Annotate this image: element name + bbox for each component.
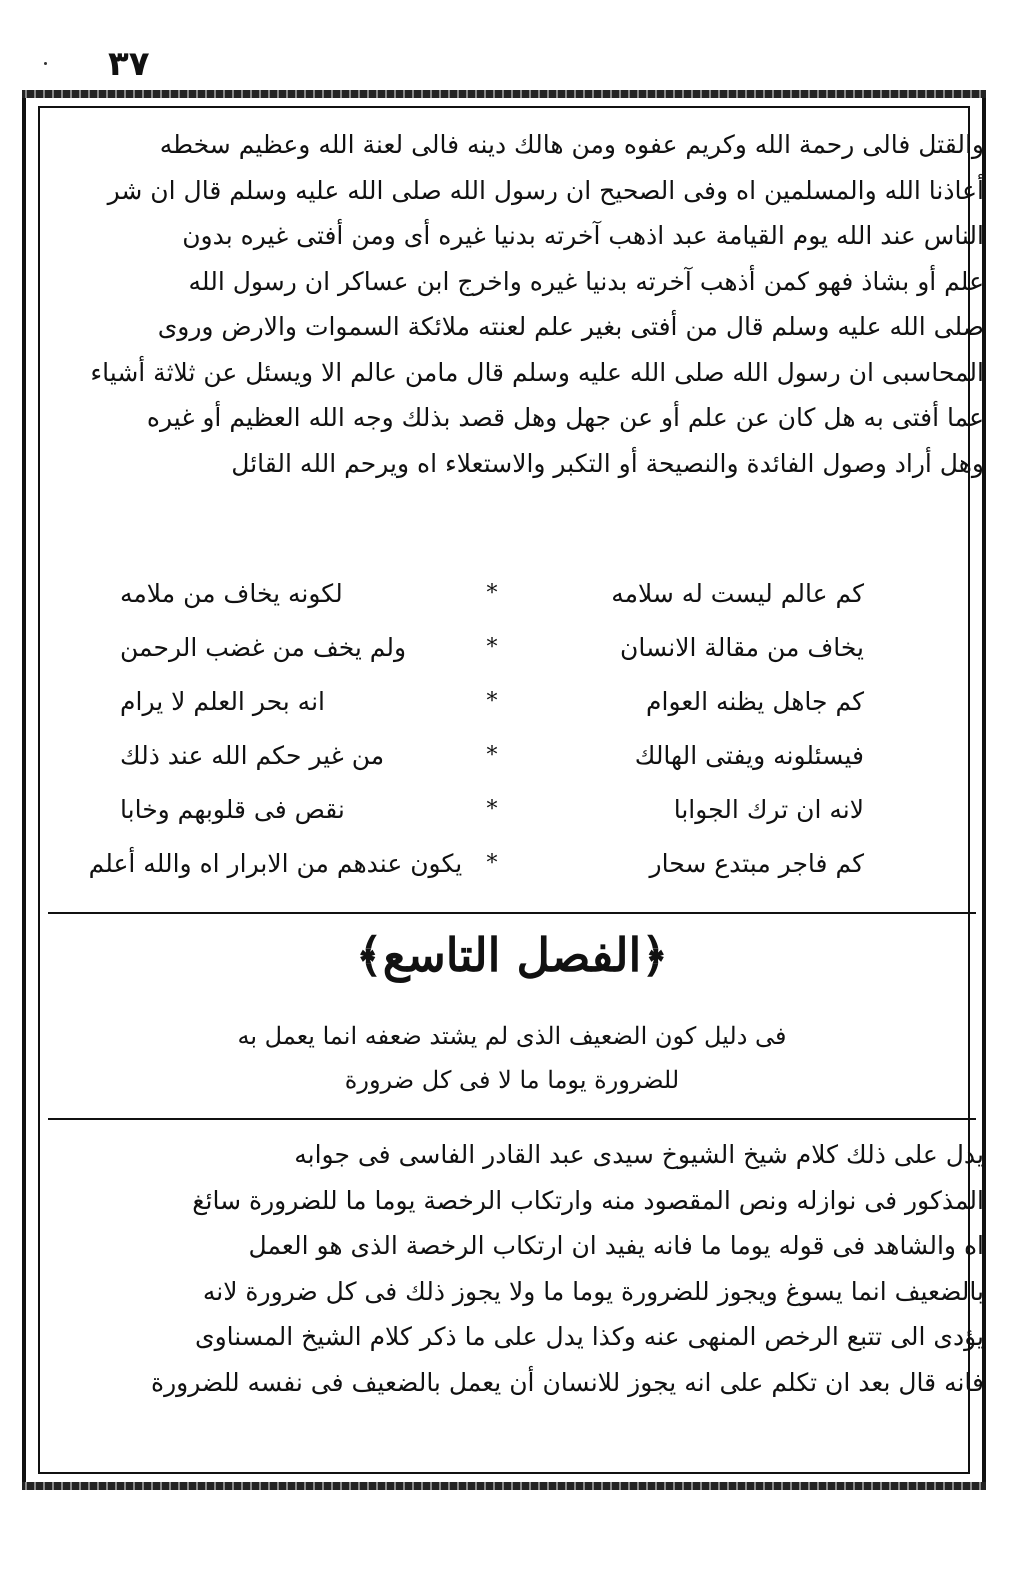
prose-line: الناس عند الله يوم القيامة عبد اذهب آخرته بدنيا غيره أى ومن أفتى غيره بدون	[182, 221, 984, 250]
star-separator: *	[486, 580, 498, 606]
verse-first-hemistich: فيسئلونه ويفتى الهالك	[634, 740, 864, 770]
section-divider-bottom	[48, 1118, 976, 1120]
prose-line: المذكور فى نوازله ونص المقصود منه وارتكاب الرخصة يوما ما للضرورة سائغ	[192, 1185, 984, 1215]
prose-line: اه والشاهد فى قوله يوما ما فانه يفيد ان ارتكاب الرخصة الذى هو العمل	[248, 1231, 984, 1260]
verse-second-hemistich: يكون عندهم من الابرار اه والله أعلم	[88, 848, 463, 878]
prose-line: فانه قال بعد ان تكلم على انه يجوز للانسان أن يعمل بالضعيف فى نفسه للضرورة	[150, 1367, 984, 1397]
verse-line	[120, 674, 864, 728]
verse-second-hemistich: ولم يخف من غضب الرحمن	[120, 632, 407, 662]
star-separator: *	[486, 742, 498, 768]
star-separator: *	[486, 634, 498, 660]
verse-first-hemistich: لانه ان ترك الجوابا	[673, 794, 864, 824]
prose-block-bottom	[40, 1132, 984, 1405]
verse-line	[88, 836, 864, 890]
verse-second-hemistich: لكونه يخاف من ملامه	[120, 578, 343, 608]
star-separator: *	[486, 850, 498, 876]
prose-line: بالضعيف انما يسوغ ويجوز للضرورة يوما ما ولا يجوز ذلك فى كل ضرورة لانه	[202, 1276, 984, 1306]
prose-line: والقتل فالى رحمة الله وكريم عفوه ومن هالك دينه فالى لعنة الله وعظيم سخطه	[159, 130, 984, 159]
prose-line: عما أفتى به هل كان عن علم أو عن جهل وهل قصد بذلك وجه الله العظيم أو غيره	[146, 403, 984, 432]
verse-first-hemistich: كم فاجر مبتدع سحار	[649, 848, 864, 878]
ornamental-border-top	[22, 90, 986, 98]
prose-line: أعاذنا الله والمسلمين اه وفى الصحيح ان رسول الله صلى الله عليه وسلم قال ان شر	[107, 175, 984, 205]
prose-line: وهل أراد وصول الفائدة والنصيحة أو التكبر والاستعلاء اه ويرحم الله القائل	[231, 448, 984, 478]
star-separator: *	[486, 796, 498, 822]
prose-line: يؤدى الى تتبع الرخص المنهى عنه وكذا يدل على ما ذكر كلام الشيخ المسناوى	[195, 1322, 984, 1351]
ornamental-border-bottom	[22, 1482, 986, 1490]
verse-line	[120, 728, 864, 782]
star-separator: *	[486, 688, 498, 714]
prose-line: علم أو بشاذ فهو كمن أذهب آخرته بدنيا غيره واخرج ابن عساكر ان رسول الله	[188, 266, 984, 296]
section-divider-top	[48, 912, 976, 914]
verse-line	[120, 782, 864, 836]
section-subtitle-line-1: فى دليل كون الضعيف الذى لم يشتد ضعفه انما يعمل به	[237, 1022, 787, 1050]
section-subtitle-line-2: للضرورة يوما ما لا فى كل ضرورة	[344, 1066, 680, 1094]
prose-line: المحاسبى ان رسول الله صلى الله عليه وسلم قال مامن عالم الا ويسئل عن ثلاثة أشياء	[90, 357, 984, 387]
verse-second-hemistich: نقص فى قلوبهم وخابا	[120, 794, 345, 824]
poem-verses	[88, 566, 864, 890]
prose-line: صلى الله عليه وسلم قال من أفتى بغير علم لعنته ملائكة السموات والارض وروى	[157, 312, 984, 341]
verse-first-hemistich: كم جاهل يظنه العوام	[646, 686, 864, 716]
verse-line	[120, 566, 864, 620]
page-number: ٣٧	[108, 44, 150, 84]
verse-second-hemistich: انه بحر العلم لا يرام	[120, 686, 325, 716]
verse-line	[120, 620, 864, 674]
verse-first-hemistich: يخاف من مقالة الانسان	[619, 632, 864, 662]
section-title: ﴿الفصل التاسع﴾	[355, 928, 669, 982]
prose-line: يدل على ذلك كلام شيخ الشيوخ سيدى عبد القادر الفاسى فى جوابه	[294, 1140, 984, 1169]
verse-second-hemistich: من غير حكم الله عند ذلك	[120, 740, 385, 770]
verse-first-hemistich: كم عالم ليست له سلامه	[611, 578, 864, 608]
ink-dot	[44, 62, 47, 65]
prose-block-top	[40, 122, 984, 486]
